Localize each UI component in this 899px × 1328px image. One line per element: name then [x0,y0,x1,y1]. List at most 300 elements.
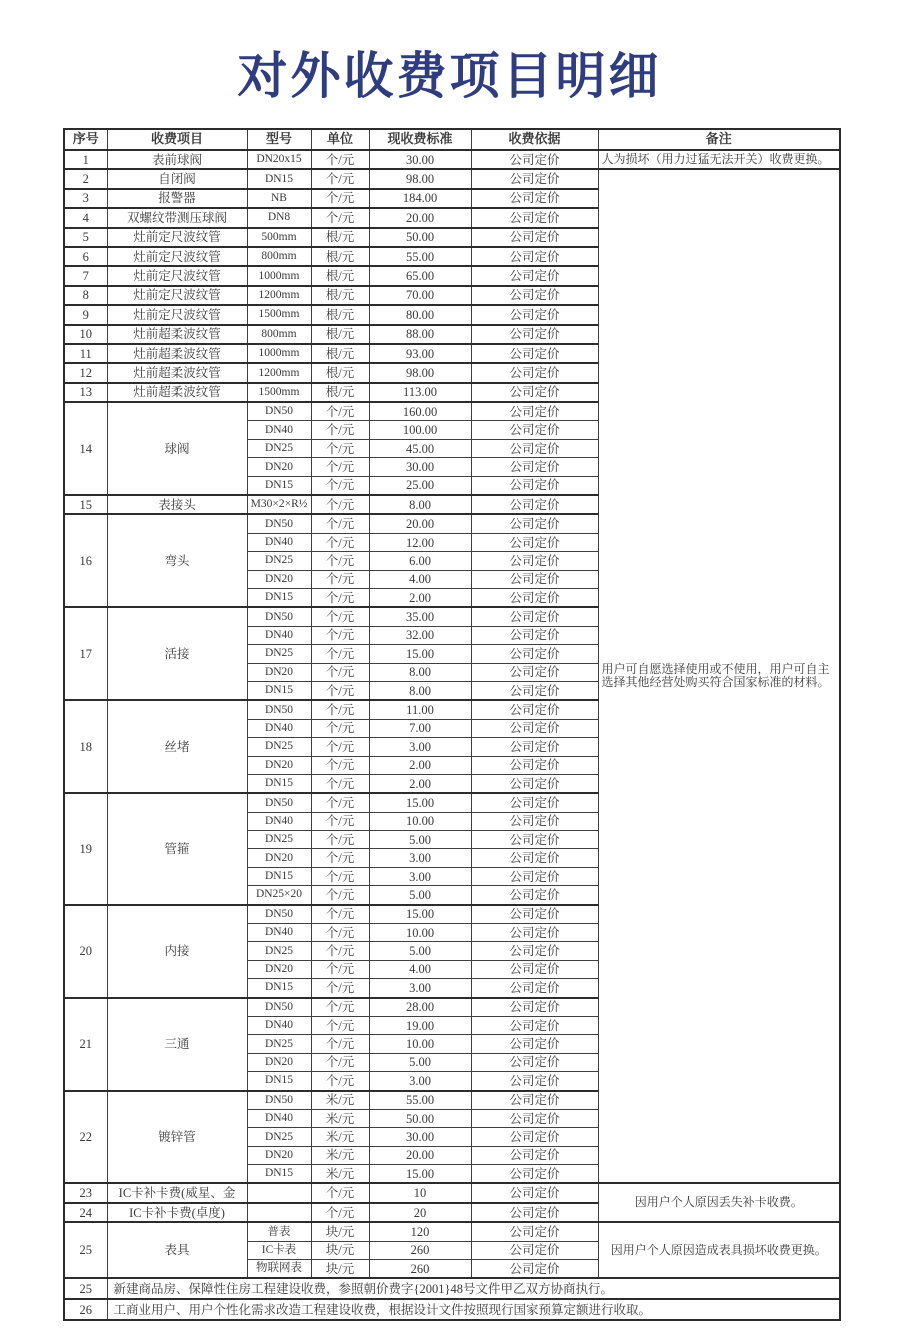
cell-item: IC卡补卡费(卓度) [107,1203,247,1222]
cell-price: 45.00 [369,439,471,457]
cell-item: 球阀 [107,402,247,495]
cell-price: 15.00 [369,1165,471,1184]
cell-spec: M30×2×R½ [247,495,311,514]
cell-price: 55.00 [369,247,471,266]
cell-item: 弯头 [107,514,247,607]
cell-unit: 个/元 [311,1016,369,1034]
cell-unit: 个/元 [311,645,369,663]
cell-basis: 公司定价 [471,924,598,942]
cell-no: 13 [64,383,107,402]
cell-spec: DN20 [247,458,311,476]
cell-spec: DN15 [247,1072,311,1091]
fee-table [63,128,841,1321]
cell-unit: 块/元 [311,1241,369,1259]
cell-unit: 个/元 [311,514,369,533]
cell-no: 15 [64,495,107,514]
cell-basis: 公司定价 [471,228,598,247]
cell-unit: 个/元 [311,756,369,774]
cell-basis: 公司定价 [471,793,598,812]
cell-price: 20 [369,1203,471,1222]
cell-item: 内接 [107,905,247,998]
cell-basis: 公司定价 [471,1241,598,1259]
cell-basis: 公司定价 [471,812,598,830]
cell-basis: 公司定价 [471,1109,598,1127]
cell-price: 93.00 [369,344,471,363]
cell-item: 灶前定尺波纹管 [107,266,247,285]
cell-unit: 个/元 [311,719,369,737]
cell-basis: 公司定价 [471,979,598,998]
cell-no: 11 [64,344,107,363]
cell-price: 184.00 [369,189,471,208]
cell-price: 70.00 [369,286,471,305]
cell-no: 17 [64,607,107,700]
cell-basis: 公司定价 [471,1203,598,1222]
cell-basis: 公司定价 [471,1016,598,1034]
cell-unit: 根/元 [311,325,369,344]
cell-item: 双螺纹带测压球阀 [107,208,247,227]
cell-price: 7.00 [369,719,471,737]
col-remark: 备注 [598,129,840,150]
cell-item: 自闭阀 [107,169,247,188]
cell-price: 8.00 [369,681,471,700]
cell-unit: 块/元 [311,1260,369,1279]
cell-no: 4 [64,208,107,227]
cell-basis: 公司定价 [471,719,598,737]
cell-unit: 根/元 [311,363,369,382]
cell-price: 15.00 [369,793,471,812]
cell-unit: 个/元 [311,626,369,644]
cell-price: 4.00 [369,960,471,978]
cell-price: 80.00 [369,305,471,324]
cell-no: 5 [64,228,107,247]
cell-price: 3.00 [369,867,471,885]
cell-basis: 公司定价 [471,1146,598,1164]
cell-item: IC卡补卡费(威星、金 [107,1183,247,1202]
cell-no: 8 [64,286,107,305]
cell-spec: 1500mm [247,305,311,324]
header-row [64,129,840,150]
cell-unit: 根/元 [311,286,369,305]
cell-spec: DN40 [247,533,311,551]
cell-unit: 米/元 [311,1146,369,1164]
cell-price: 19.00 [369,1016,471,1034]
cell-basis: 公司定价 [471,1072,598,1091]
cell-spec: DN50 [247,905,311,924]
cell-basis: 公司定价 [471,247,598,266]
col-basis: 收费依据 [471,129,598,150]
cell-unit: 个/元 [311,495,369,514]
cell-remark: 因用户个人原因造成表具损坏收费更换。 [598,1222,840,1278]
cell-price: 28.00 [369,998,471,1017]
cell-spec: DN50 [247,998,311,1017]
cell-unit: 个/元 [311,552,369,570]
cell-spec: DN40 [247,1109,311,1127]
cell-spec: DN40 [247,719,311,737]
cell-unit: 个/元 [311,189,369,208]
cell-basis: 公司定价 [471,476,598,495]
cell-price: 5.00 [369,1053,471,1071]
cell-basis: 公司定价 [471,1128,598,1146]
cell-unit: 根/元 [311,344,369,363]
cell-unit: 个/元 [311,421,369,439]
table-body [64,150,840,1320]
cell-item: 丝堵 [107,700,247,793]
cell-basis: 公司定价 [471,942,598,960]
cell-unit: 个/元 [311,476,369,495]
cell-unit: 个/元 [311,849,369,867]
cell-unit: 个/元 [311,738,369,756]
cell-basis: 公司定价 [471,552,598,570]
cell-unit: 根/元 [311,383,369,402]
cell-spec: 物联网表 [247,1260,311,1279]
cell-price: 2.00 [369,588,471,607]
cell-price: 65.00 [369,266,471,285]
cell-spec: DN25 [247,738,311,756]
cell-spec: DN20 [247,960,311,978]
cell-price: 8.00 [369,495,471,514]
cell-spec: DN15 [247,979,311,998]
cell-item: 报警器 [107,189,247,208]
cell-unit: 米/元 [311,1165,369,1184]
table-row [64,1222,840,1241]
cell-spec: NB [247,189,311,208]
cell-unit: 个/元 [311,588,369,607]
cell-spec: DN15 [247,1165,311,1184]
cell-unit: 个/元 [311,905,369,924]
cell-item: 活接 [107,607,247,700]
cell-basis: 公司定价 [471,1260,598,1279]
cell-spec: 普表 [247,1222,311,1241]
cell-price: 113.00 [369,383,471,402]
cell-item: 管箍 [107,793,247,904]
cell-basis: 公司定价 [471,570,598,588]
table-header [64,129,840,150]
cell-spec: DN25 [247,552,311,570]
cell-unit: 个/元 [311,1203,369,1222]
cell-basis: 公司定价 [471,1091,598,1110]
cell-spec: DN25 [247,1035,311,1053]
cell-no: 22 [64,1091,107,1184]
cell-basis: 公司定价 [471,626,598,644]
cell-unit: 个/元 [311,924,369,942]
cell-price: 10.00 [369,1035,471,1053]
cell-price: 10.00 [369,924,471,942]
cell-no: 10 [64,325,107,344]
cell-spec: DN20 [247,1146,311,1164]
cell-spec: DN20 [247,756,311,774]
cell-unit: 米/元 [311,1128,369,1146]
cell-no: 6 [64,247,107,266]
cell-basis: 公司定价 [471,363,598,382]
cell-price: 32.00 [369,626,471,644]
table-row [64,1183,840,1202]
cell-spec: DN50 [247,793,311,812]
cell-unit: 个/元 [311,774,369,793]
cell-unit: 个/元 [311,150,369,169]
cell-basis: 公司定价 [471,305,598,324]
table-row [64,169,840,188]
cell-spec: 800mm [247,325,311,344]
cell-item: 镀锌管 [107,1091,247,1184]
cell-price: 15.00 [369,645,471,663]
cell-item: 表接头 [107,495,247,514]
page-title: 对外收费项目明细 [237,48,662,104]
cell-basis: 公司定价 [471,774,598,793]
cell-basis: 公司定价 [471,421,598,439]
cell-price: 98.00 [369,363,471,382]
cell-spec: 1000mm [247,344,311,363]
cell-price: 30.00 [369,1128,471,1146]
cell-spec: DN40 [247,421,311,439]
cell-unit: 个/元 [311,886,369,905]
cell-spec: DN50 [247,402,311,421]
cell-footer: 工商业用户、用户个性化需求改造工程建设收费，根据设计文件按照现行国家预算定额进行收取。 [107,1299,840,1320]
cell-no: 7 [64,266,107,285]
cell-basis: 公司定价 [471,383,598,402]
cell-basis: 公司定价 [471,645,598,663]
cell-unit: 个/元 [311,681,369,700]
cell-basis: 公司定价 [471,325,598,344]
cell-no: 24 [64,1203,107,1222]
cell-unit: 个/元 [311,812,369,830]
cell-spec: 1000mm [247,266,311,285]
cell-unit: 个/元 [311,570,369,588]
cell-spec: DN40 [247,1016,311,1034]
cell-unit: 根/元 [311,228,369,247]
cell-basis: 公司定价 [471,439,598,457]
cell-basis: 公司定价 [471,1183,598,1202]
cell-price: 20.00 [369,1146,471,1164]
cell-item: 灶前超柔波纹管 [107,325,247,344]
cell-spec: DN20 [247,1053,311,1071]
cell-basis: 公司定价 [471,189,598,208]
cell-price: 3.00 [369,738,471,756]
cell-spec: DN15 [247,588,311,607]
cell-spec: DN50 [247,700,311,719]
cell-unit: 个/元 [311,960,369,978]
cell-basis: 公司定价 [471,1165,598,1184]
cell-item: 三通 [107,998,247,1091]
cell-price: 5.00 [369,942,471,960]
cell-unit: 个/元 [311,979,369,998]
cell-price: 3.00 [369,979,471,998]
cell-basis: 公司定价 [471,495,598,514]
cell-unit: 个/元 [311,1183,369,1202]
cell-footer: 新建商品房、保障性住房工程建设收费，参照朝价费字{2001}48号文件甲乙双方协商执行。 [107,1278,840,1299]
cell-unit: 个/元 [311,458,369,476]
cell-item: 灶前定尺波纹管 [107,228,247,247]
cell-unit: 个/元 [311,533,369,551]
cell-no: 25 [64,1278,107,1299]
cell-price: 2.00 [369,756,471,774]
cell-spec: DN15 [247,681,311,700]
cell-basis: 公司定价 [471,700,598,719]
cell-no: 2 [64,169,107,188]
cell-price: 35.00 [369,607,471,626]
cell-no: 26 [64,1299,107,1320]
cell-basis: 公司定价 [471,1053,598,1071]
cell-price: 4.00 [369,570,471,588]
cell-unit: 个/元 [311,998,369,1017]
cell-price: 20.00 [369,514,471,533]
cell-unit: 个/元 [311,831,369,849]
cell-spec: DN50 [247,607,311,626]
cell-item: 表前球阀 [107,150,247,169]
cell-no: 16 [64,514,107,607]
cell-remark: 因用户个人原因丢失补卡收费。 [598,1183,840,1222]
cell-price: 50.00 [369,1109,471,1127]
cell-price: 8.00 [369,663,471,681]
cell-price: 260 [369,1260,471,1279]
cell-price: 30.00 [369,458,471,476]
cell-basis: 公司定价 [471,663,598,681]
cell-no: 20 [64,905,107,998]
cell-unit: 个/元 [311,1035,369,1053]
cell-basis: 公司定价 [471,286,598,305]
cell-unit: 根/元 [311,305,369,324]
cell-spec: DN15 [247,774,311,793]
cell-price: 12.00 [369,533,471,551]
cell-spec: DN15 [247,169,311,188]
col-no: 序号 [64,129,107,150]
cell-unit: 块/元 [311,1222,369,1241]
cell-basis: 公司定价 [471,150,598,169]
cell-spec: DN50 [247,514,311,533]
cell-spec: DN15 [247,867,311,885]
cell-spec: 1200mm [247,363,311,382]
cell-price: 50.00 [369,228,471,247]
cell-spec: DN40 [247,812,311,830]
cell-spec: DN20x15 [247,150,311,169]
cell-spec: DN20 [247,570,311,588]
cell-price: 2.00 [369,774,471,793]
col-price: 现收费标准 [369,129,471,150]
cell-basis: 公司定价 [471,1222,598,1241]
cell-spec: DN20 [247,663,311,681]
col-unit: 单位 [311,129,369,150]
cell-price: 120 [369,1222,471,1241]
cell-price: 30.00 [369,150,471,169]
cell-spec: DN40 [247,626,311,644]
cell-basis: 公司定价 [471,849,598,867]
cell-price: 3.00 [369,849,471,867]
cell-unit: 个/元 [311,700,369,719]
cell-unit: 个/元 [311,607,369,626]
cell-unit: 个/元 [311,1072,369,1091]
cell-spec: DN25×20 [247,886,311,905]
cell-unit: 米/元 [311,1091,369,1110]
cell-unit: 个/元 [311,439,369,457]
cell-unit: 个/元 [311,402,369,421]
cell-basis: 公司定价 [471,344,598,363]
cell-no: 19 [64,793,107,904]
cell-spec: DN50 [247,1091,311,1110]
cell-price: 25.00 [369,476,471,495]
cell-basis: 公司定价 [471,402,598,421]
cell-price: 20.00 [369,208,471,227]
cell-item: 灶前超柔波纹管 [107,383,247,402]
cell-basis: 公司定价 [471,169,598,188]
cell-basis: 公司定价 [471,514,598,533]
cell-price: 15.00 [369,905,471,924]
cell-spec: DN25 [247,942,311,960]
cell-basis: 公司定价 [471,867,598,885]
cell-basis: 公司定价 [471,1035,598,1053]
cell-unit: 根/元 [311,247,369,266]
cell-unit: 个/元 [311,1053,369,1071]
cell-no: 1 [64,150,107,169]
cell-spec: DN25 [247,645,311,663]
cell-basis: 公司定价 [471,533,598,551]
cell-remark: 用户可自愿选择使用或不使用，用户可自主选择其他经营处购买符合国家标准的材料。 [598,169,840,1183]
cell-no: 23 [64,1183,107,1202]
col-item: 收费项目 [107,129,247,150]
cell-no: 21 [64,998,107,1091]
cell-basis: 公司定价 [471,738,598,756]
cell-spec: DN15 [247,476,311,495]
cell-spec: 500mm [247,228,311,247]
cell-basis: 公司定价 [471,756,598,774]
cell-item: 表具 [107,1222,247,1278]
cell-basis: 公司定价 [471,831,598,849]
cell-spec [247,1183,311,1202]
cell-no: 12 [64,363,107,382]
cell-price: 100.00 [369,421,471,439]
footer-row [64,1278,840,1299]
cell-basis: 公司定价 [471,886,598,905]
cell-unit: 根/元 [311,266,369,285]
cell-basis: 公司定价 [471,998,598,1017]
cell-basis: 公司定价 [471,208,598,227]
cell-spec: 1200mm [247,286,311,305]
cell-spec: 800mm [247,247,311,266]
cell-unit: 米/元 [311,1109,369,1127]
cell-remark: 人为损坏（用力过猛无法开关）收费更换。 [598,150,840,169]
cell-price: 10 [369,1183,471,1202]
cell-basis: 公司定价 [471,960,598,978]
cell-spec: DN20 [247,849,311,867]
cell-unit: 个/元 [311,867,369,885]
cell-price: 11.00 [369,700,471,719]
table-row [64,150,840,169]
cell-basis: 公司定价 [471,458,598,476]
cell-item: 灶前定尺波纹管 [107,286,247,305]
cell-spec: DN8 [247,208,311,227]
cell-spec: DN25 [247,831,311,849]
cell-unit: 个/元 [311,793,369,812]
cell-price: 3.00 [369,1072,471,1091]
cell-basis: 公司定价 [471,588,598,607]
cell-spec: DN40 [247,924,311,942]
cell-no: 9 [64,305,107,324]
cell-spec: DN25 [247,439,311,457]
cell-price: 5.00 [369,886,471,905]
cell-price: 88.00 [369,325,471,344]
cell-basis: 公司定价 [471,681,598,700]
cell-unit: 个/元 [311,942,369,960]
cell-price: 260 [369,1241,471,1259]
cell-no: 14 [64,402,107,495]
footer-row [64,1299,840,1320]
cell-basis: 公司定价 [471,607,598,626]
cell-unit: 个/元 [311,169,369,188]
cell-unit: 个/元 [311,663,369,681]
cell-spec: IC卡表 [247,1241,311,1259]
col-spec: 型号 [247,129,311,150]
cell-no: 25 [64,1222,107,1278]
cell-price: 98.00 [369,169,471,188]
cell-no: 18 [64,700,107,793]
